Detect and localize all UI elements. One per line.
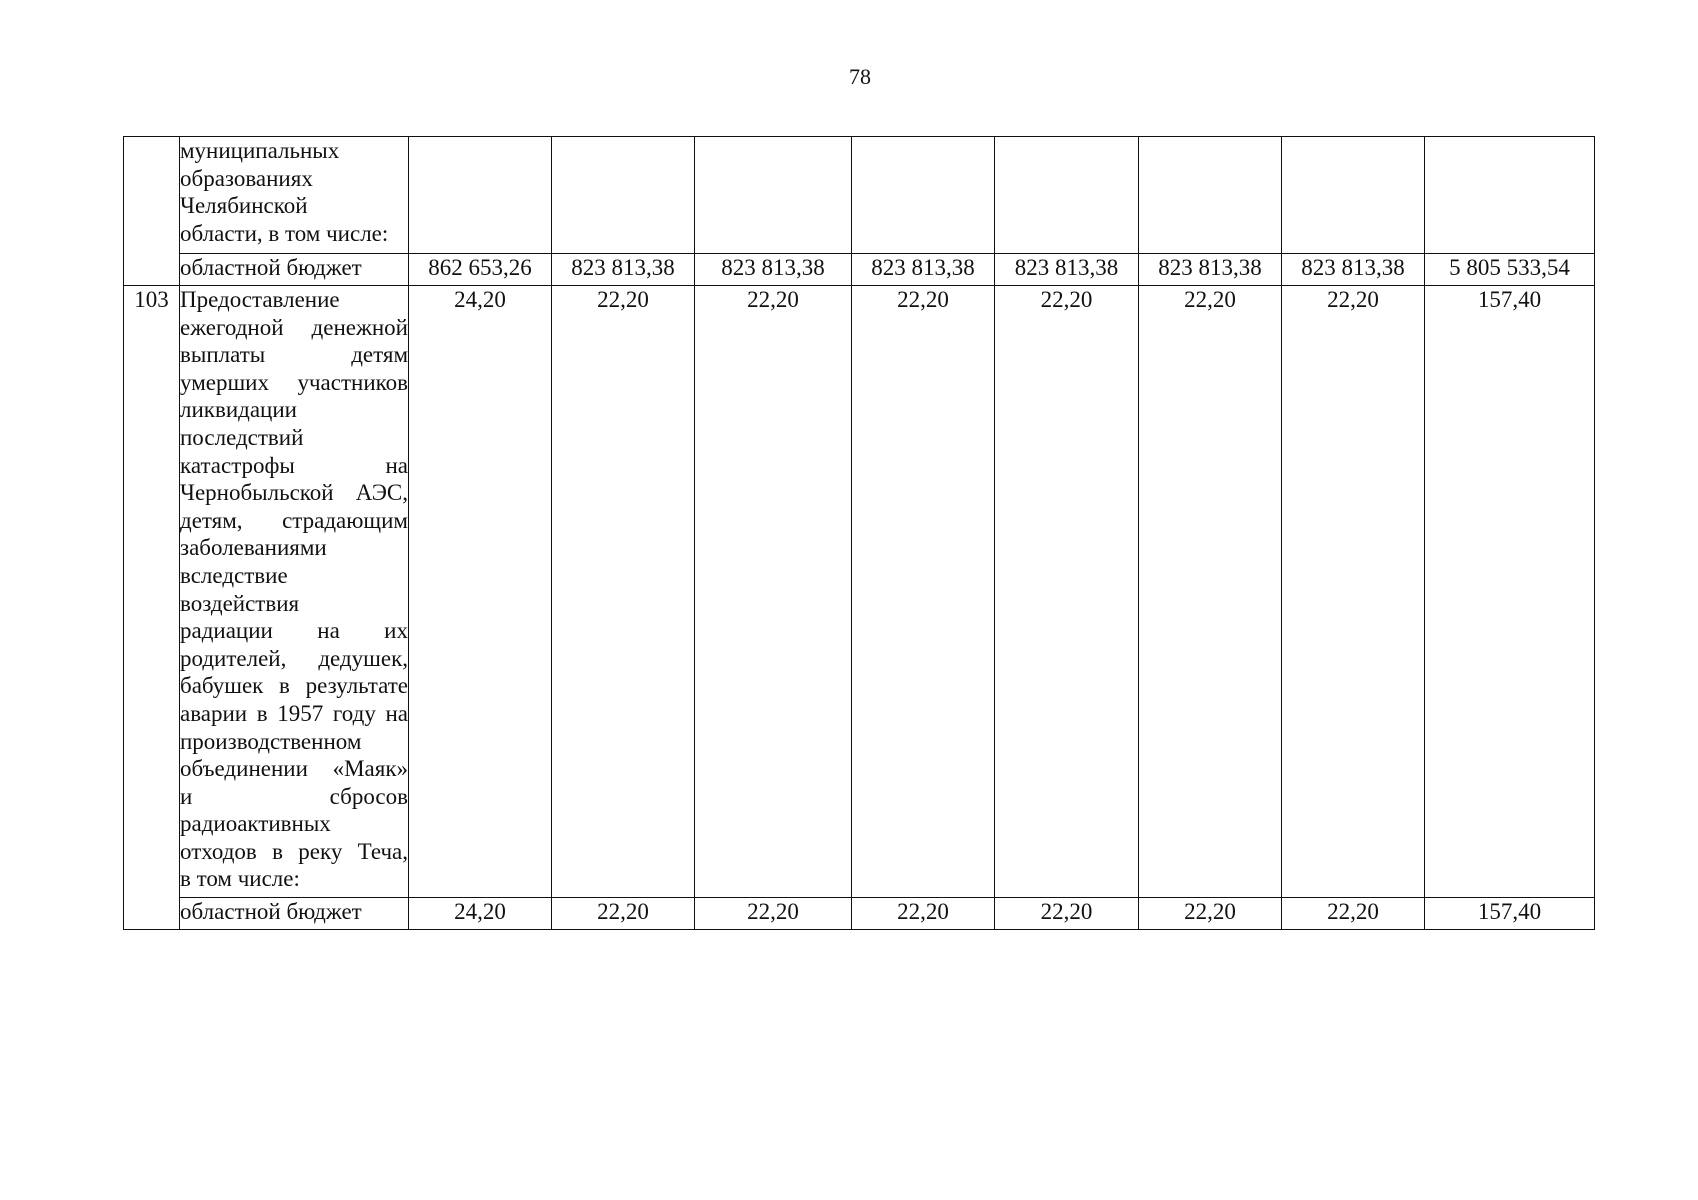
budget-table [123, 136, 1595, 930]
desc-line: Челябинской [180, 193, 308, 219]
empty-cell [1139, 137, 1282, 254]
value-cell: 823 813,38 [1139, 254, 1282, 286]
total-cell: 157,40 [1425, 286, 1595, 898]
empty-cell [695, 137, 852, 254]
desc-line: воздействия [180, 590, 300, 616]
total-cell: 157,40 [1425, 898, 1595, 930]
desc-line: в том числе: [180, 866, 300, 892]
row-number-cell [124, 137, 180, 286]
desc-line: выплаты детям [180, 342, 408, 368]
desc-line: аварии в 1957 году на [180, 700, 408, 726]
row-description [180, 286, 409, 898]
desc-line: катастрофы на [180, 452, 408, 478]
desc-line: отходов в реку Теча, [180, 838, 408, 864]
desc-line: ликвидации [180, 397, 297, 423]
table-row-103 [124, 286, 1595, 898]
desc-line: области, в том числе: [180, 220, 389, 246]
desc-line: ежегодной денежной [180, 314, 408, 340]
desc-line: вследствие [180, 562, 288, 588]
value-cell: 22,20 [695, 898, 852, 930]
desc-line: производственном [180, 728, 362, 754]
row-description [180, 137, 409, 254]
value-cell: 22,20 [852, 898, 995, 930]
value-cell: 22,20 [695, 286, 852, 898]
value-cell: 22,20 [995, 898, 1139, 930]
desc-line: умерших участников [180, 369, 408, 395]
table-row-103-subtotal [124, 898, 1595, 930]
desc-line: заболеваниями [180, 535, 327, 561]
row-number-cell: 103 [124, 286, 180, 930]
empty-cell [852, 137, 995, 254]
value-cell: 823 813,38 [695, 254, 852, 286]
value-cell: 22,20 [1139, 898, 1282, 930]
desc-line: последствий [180, 424, 304, 450]
desc-line: Чернобыльской АЭС, [180, 480, 408, 506]
desc-line: муниципальных [180, 138, 340, 163]
desc-line: объединении «Маяк» [180, 756, 408, 782]
empty-cell [552, 137, 695, 254]
desc-line: родителей, дедушек, [180, 645, 408, 671]
value-cell: 22,20 [552, 286, 695, 898]
value-cell: 22,20 [852, 286, 995, 898]
empty-cell [409, 137, 552, 254]
empty-cell [1425, 137, 1595, 254]
value-cell: 22,20 [1139, 286, 1282, 898]
desc-line: бабушек в результате [180, 673, 408, 699]
value-cell: 22,20 [995, 286, 1139, 898]
value-cell: 823 813,38 [995, 254, 1139, 286]
value-cell: 862 653,26 [409, 254, 552, 286]
value-cell: 823 813,38 [1282, 254, 1425, 286]
total-cell: 5 805 533,54 [1425, 254, 1595, 286]
desc-line: детям, страдающим [180, 507, 408, 533]
value-cell: 22,20 [1282, 898, 1425, 930]
desc-line: и сбросов [180, 783, 408, 809]
desc-line: образованиях [180, 165, 313, 191]
value-cell: 22,20 [552, 898, 695, 930]
desc-line: Предоставление [180, 287, 340, 312]
value-cell: 823 813,38 [852, 254, 995, 286]
value-cell: 24,20 [409, 898, 552, 930]
table-row-continued [124, 137, 1595, 254]
table-row-continued-subtotal [124, 254, 1595, 286]
value-cell: 823 813,38 [552, 254, 695, 286]
desc-line: радиации на их [180, 618, 408, 644]
subtotal-label: областной бюджет [180, 898, 409, 930]
page-number: 78 [849, 64, 871, 89]
value-cell: 24,20 [409, 286, 552, 898]
subtotal-label: областной бюджет [180, 254, 409, 286]
value-cell: 22,20 [1282, 286, 1425, 898]
empty-cell [995, 137, 1139, 254]
desc-line: радиоактивных [180, 811, 331, 837]
empty-cell [1282, 137, 1425, 254]
